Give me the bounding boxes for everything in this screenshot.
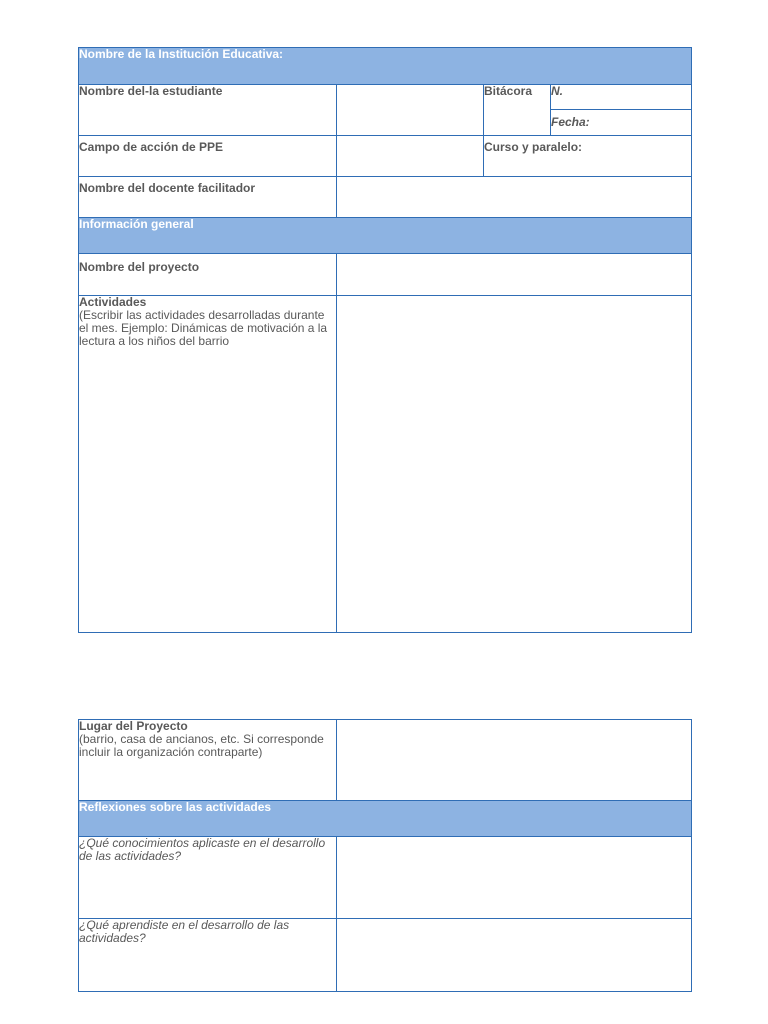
activities-label-cell bbox=[79, 296, 337, 633]
answer-learned-field[interactable] bbox=[337, 919, 692, 992]
general-info-header: Información general bbox=[79, 218, 692, 254]
project-place-label-cell bbox=[79, 720, 337, 801]
project-name-field[interactable] bbox=[337, 254, 692, 296]
bitacora-date-field[interactable]: Fecha: bbox=[551, 110, 692, 136]
student-name-field[interactable] bbox=[337, 85, 484, 136]
form-table-1 bbox=[78, 47, 692, 633]
activities-field[interactable] bbox=[337, 296, 692, 633]
project-place-description: (barrio, casa de ancianos, etc. Si corresponde incluir la organización contraparte) bbox=[79, 732, 324, 759]
question-learned: ¿Qué aprendiste en el desarrollo de las actividades? bbox=[79, 919, 337, 992]
curso-paralelo-field[interactable]: Curso y paralelo: bbox=[484, 136, 692, 177]
bitacora-number-field[interactable]: N. bbox=[551, 85, 692, 110]
campo-label: Campo de acción de PPE bbox=[79, 136, 337, 177]
reflections-header: Reflexiones sobre las actividades bbox=[79, 801, 692, 837]
project-name-label: Nombre del proyecto bbox=[79, 254, 337, 296]
institution-header: Nombre de la Institución Educativa: bbox=[79, 48, 692, 85]
student-name-label: Nombre del-la estudiante bbox=[79, 85, 337, 136]
project-place-label: Lugar del Proyecto bbox=[79, 719, 188, 733]
project-place-field[interactable] bbox=[337, 720, 692, 801]
bitacora-label: Bitácora bbox=[484, 85, 551, 136]
question-knowledge-applied: ¿Qué conocimientos aplicaste en el desarrollo de las actividades? bbox=[79, 837, 337, 919]
docente-label: Nombre del docente facilitador bbox=[79, 177, 337, 218]
docente-field[interactable] bbox=[337, 177, 692, 218]
answer-knowledge-applied-field[interactable] bbox=[337, 837, 692, 919]
activities-description: (Escribir las actividades desarrolladas durante el mes. Ejemplo: Dinámicas de motivación a la lectura a los niños del barrio bbox=[79, 308, 328, 348]
campo-field[interactable] bbox=[337, 136, 484, 177]
activities-label: Actividades bbox=[79, 295, 147, 309]
form-table-2 bbox=[78, 719, 692, 992]
